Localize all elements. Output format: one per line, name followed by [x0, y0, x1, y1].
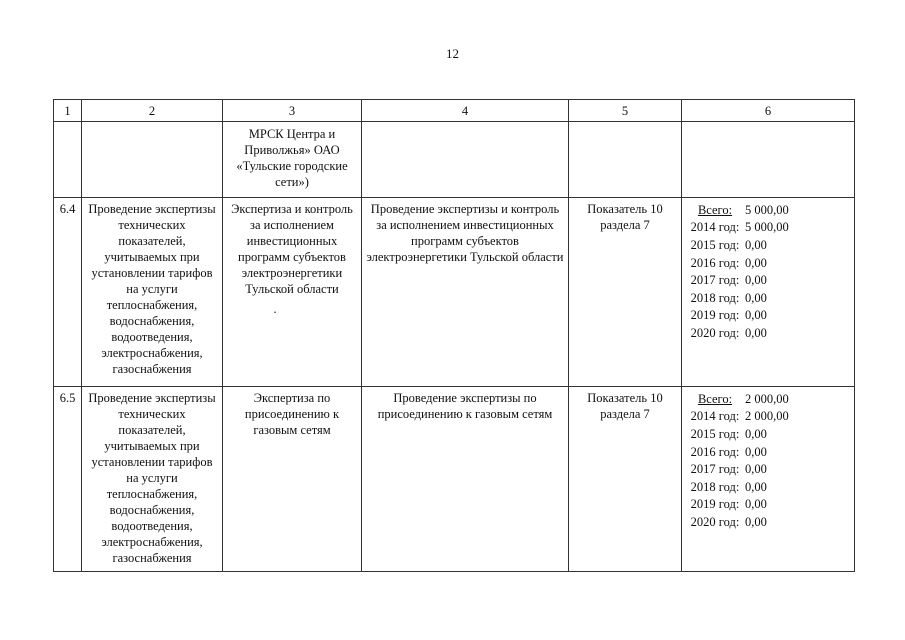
task-cell: [223, 198, 362, 387]
event-name: Проведение экспертизы технических показателей, учитываемых при установлении тарифов на услуги теплоснабжения, водоснабжения, водоотведения, электроснабжения, газоснабжения: [82, 198, 223, 387]
funding-line: [685, 324, 851, 342]
indicator: Показатель 10 раздела 7: [569, 198, 682, 387]
funding-line: [685, 271, 851, 289]
funding-line: [685, 425, 851, 443]
funding-value: 5 000,00: [745, 220, 789, 235]
page-number: 12: [446, 46, 459, 61]
funding-value: 0,00: [745, 426, 767, 441]
funding-value: 0,00: [745, 514, 767, 529]
empty-cell: [569, 122, 682, 198]
table-row: [54, 198, 855, 387]
funding-value: 2 000,00: [745, 409, 789, 424]
funding-label: 2016 год:: [690, 444, 740, 459]
funding-value: 0,00: [745, 325, 767, 340]
funding-label: 2018 год:: [690, 479, 740, 494]
funding-line: [685, 201, 851, 219]
program-table: [53, 99, 855, 572]
funding-label: 2015 год:: [690, 237, 740, 252]
funding-line: [685, 236, 851, 254]
funding-label: 2014 год:: [690, 409, 740, 424]
continuation-row: [54, 122, 855, 198]
funding-label: 2015 год:: [690, 426, 740, 441]
funding-label: Всего:: [697, 391, 733, 406]
funding-value: 0,00: [745, 273, 767, 288]
event-description: Проведение экспертизы и контроль за исполнением инвестиционных программ субъектов электроэнергетики Тульской области: [362, 198, 569, 387]
funding-line: [685, 513, 851, 531]
empty-cell: [82, 122, 223, 198]
column-number: 4: [362, 100, 569, 122]
funding-value: 2 000,00: [745, 391, 789, 406]
funding-value: 0,00: [745, 479, 767, 494]
funding-line: [685, 219, 851, 237]
row-number: 6.4: [54, 198, 82, 387]
funding-label: 2020 год:: [690, 325, 740, 340]
column-number: 1: [54, 100, 82, 122]
funding-label: 2019 год:: [690, 308, 740, 323]
task-mark: .: [273, 302, 277, 316]
funding-label: 2020 год:: [690, 514, 740, 529]
task-text: Экспертиза и контроль за исполнением инвестиционных программ субъектов электроэнергетики Тульской области: [231, 202, 353, 296]
funding-line: [685, 254, 851, 272]
column-number: 2: [82, 100, 223, 122]
funding-line: [685, 496, 851, 514]
funding-value: 0,00: [745, 255, 767, 270]
funding-line: [685, 460, 851, 478]
funding-value: 0,00: [745, 497, 767, 512]
funding-value: 0,00: [745, 444, 767, 459]
funding-line: [685, 408, 851, 426]
funding-label: Всего:: [697, 202, 733, 217]
funding-cell: [682, 198, 855, 387]
funding-line: [685, 478, 851, 496]
empty-cell: [682, 122, 855, 198]
funding-cell: [682, 387, 855, 572]
table-row: [54, 387, 855, 572]
empty-cell: [362, 122, 569, 198]
funding-value: 0,00: [745, 462, 767, 477]
column-number: 6: [682, 100, 855, 122]
funding-value: 0,00: [745, 237, 767, 252]
funding-value: 0,00: [745, 290, 767, 305]
column-number: 3: [223, 100, 362, 122]
funding-label: 2016 год:: [690, 255, 740, 270]
funding-label: 2014 год:: [690, 220, 740, 235]
event-description: Проведение экспертизы по присоединению к газовым сетям: [362, 387, 569, 572]
empty-cell: [54, 122, 82, 198]
funding-line: [685, 307, 851, 325]
indicator: Показатель 10 раздела 7: [569, 387, 682, 572]
funding-label: 2019 год:: [690, 497, 740, 512]
funding-line: [685, 390, 851, 408]
row-number: 6.5: [54, 387, 82, 572]
column-number: 5: [569, 100, 682, 122]
task-text: Экспертиза по присоединению к газовым сетям: [223, 387, 362, 572]
continuation-text: МРСК Центра и Приволжья» ОАО «Тульские городские сети»): [223, 122, 362, 198]
event-name: Проведение экспертизы технических показателей, учитываемых при установлении тарифов на услуги теплоснабжения, водоснабжения, водоотведения, электроснабжения, газоснабжения: [82, 387, 223, 572]
funding-label: 2017 год:: [690, 462, 740, 477]
column-number-row: [54, 100, 855, 122]
funding-value: 0,00: [745, 308, 767, 323]
funding-line: [685, 289, 851, 307]
funding-label: 2017 год:: [690, 273, 740, 288]
funding-value: 5 000,00: [745, 202, 789, 217]
funding-line: [685, 443, 851, 461]
funding-label: 2018 год:: [690, 290, 740, 305]
